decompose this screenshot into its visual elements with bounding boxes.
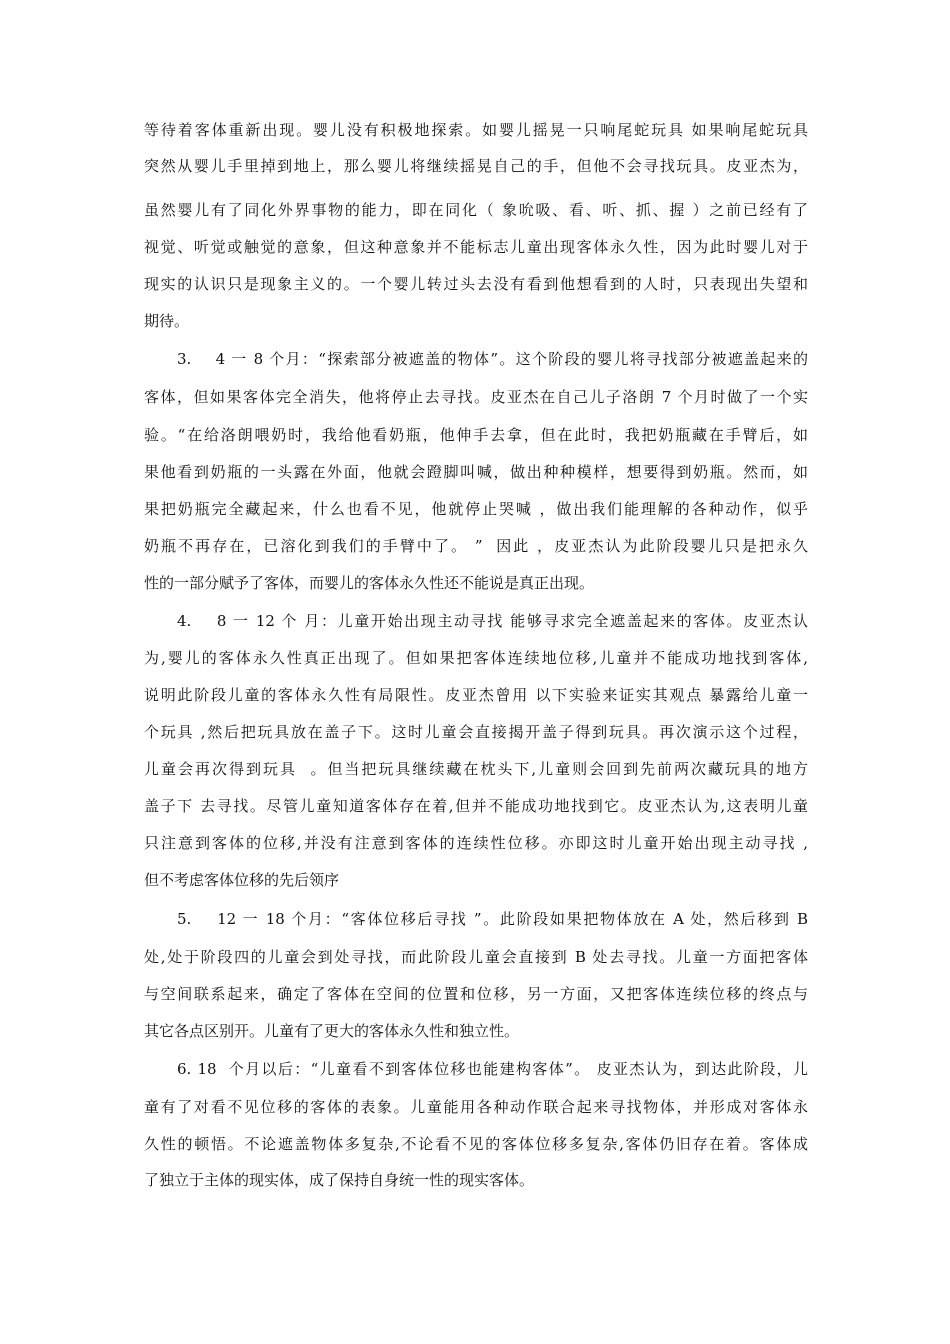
paragraph-5-line-4: 了独立于主体的现实体，成了保持自身统一性的现实客体。: [144, 1171, 535, 1189]
paragraph-1-line-2: 突然从婴儿手里掉到地上，那么婴儿将继续摇晃自己的手，但他不会寻找玩具。皮亚杰为，: [144, 157, 808, 175]
paragraph-5-line-2: 童有了对看不见位移的客体的表象。儿童能用各种动作联合起来寻找物体，并形成对客体永: [144, 1098, 808, 1116]
paragraph-4-line-3: 与空间联系起来，确定了客体在空间的位置和位移，另一方面，又把客体连续位移的终点与: [144, 985, 808, 1003]
paragraph-2-line-2: 客体，但如果客体完全消失，他将停止去寻找。皮亚杰在自己儿子洛朗 7 个月时做了一个实: [144, 388, 808, 406]
paragraph-2-line-5: 果把奶瓶完全藏起来，什么也看不见，他就停止哭喊 ，做出我们能理解的各种动作，似乎: [144, 500, 808, 518]
paragraph-1-line-4: 视觉、听觉或触觉的意象，但这种意象并不能标志儿童出现客体永久性，因为此时婴儿对于: [144, 238, 808, 256]
paragraph-1-line-6: 期待。: [144, 312, 190, 330]
paragraph-2-line-3: 验。“在给洛朗喂奶时，我给他看奶瓶，他伸手去拿，但在此时，我把奶瓶藏在手臂后，如: [144, 426, 808, 444]
paragraph-5-line-3: 久性的顿悟。不论遮盖物体多复杂,不论看不见的客体位移多复杂,客体仍旧存在着。客体成: [144, 1135, 808, 1153]
paragraph-2-line-6: 奶瓶不再存在，已溶化到我们的手臂中了。 ” 因此 ，皮亚杰认为此阶段婴儿只是把永久: [144, 537, 808, 555]
paragraph-2-line-1: 3. 4 一 8 个月：“探索部分被遮盖的物体”。这个阶段的婴儿将寻找部分被遮盖起来的: [177, 350, 808, 368]
paragraph-3-line-7: 只注意到客体的位移,并没有注意到客体的连续性位移。亦即这时儿童开始出现主动寻找 ,: [144, 834, 808, 852]
paragraph-2-line-7: 性的一部分赋予了客体，而婴儿的客体永久性还不能说是真正出现。: [144, 574, 595, 592]
paragraph-3-line-5: 儿童会再次得到玩具 。但当把玩具继续藏在枕头下,儿童则会回到先前两次藏玩具的地方: [144, 760, 808, 778]
paragraph-4-line-1: 5. 12 一 18 个月：“客体位移后寻找 ”。此阶段如果把物体放在 A 处，然后移到 B: [177, 910, 808, 928]
paragraph-4-line-2: 处,处于阶段四的儿童会到处寻找，而此阶段儿童会直接到 B 处去寻找。儿童一方面把客体: [144, 948, 808, 966]
paragraph-2-line-4: 果他看到奶瓶的一头露在外面，他就会蹬脚叫喊，做出种种模样，想要得到奶瓶。然而，如: [144, 463, 808, 481]
paragraph-1-line-5: 现实的认识只是现象主义的。一个婴儿转过头去没有看到他想看到的人时，只表现出失望和: [144, 275, 808, 293]
paragraph-3-line-6: 盖子下 去寻找。尽管儿童知道客体存在着,但并不能成功地找到它。皮亚杰认为,这表明儿童: [144, 797, 808, 815]
paragraph-3-line-8: 但不考虑客体位移的先后领序: [144, 871, 340, 889]
paragraph-1-line-3: 虽然婴儿有了同化外界事物的能力，即在同化（ 象吮吸、看、听、抓、握 ）之前已经有了: [144, 201, 808, 219]
paragraph-3-line-4: 个玩具 ,然后把玩具放在盖子下。这时儿童会直接揭开盖子得到玩具。再次演示这个过程，: [144, 723, 808, 741]
paragraph-3-line-3: 说明此阶段儿童的客体永久性有局限性。皮亚杰曾用 以下实验来证实其观点 暴露给儿童一: [144, 686, 808, 704]
paragraph-1-line-1: 等待着客体重新出现。婴儿没有积极地探索。如婴儿摇晃一只响尾蛇玩具 如果响尾蛇玩具: [144, 121, 808, 139]
paragraph-5-line-1: 6. 18 个月以后：“儿童看不到客体位移也能建构客体”。 皮亚杰认为，到达此阶段，儿: [177, 1060, 808, 1078]
paragraph-4-line-4: 其它各点区别开。儿童有了更大的客体永久性和独立性。: [144, 1022, 520, 1040]
paragraph-3-line-1: 4. 8 一 12 个 月：儿童开始出现主动寻找 能够寻求完全遮盖起来的客体。皮亚杰认: [177, 612, 808, 630]
paragraph-3-line-2: 为,婴儿的客体永久性真正出现了。但如果把客体连续地位移,儿童并不能成功地找到客体,: [144, 649, 808, 667]
